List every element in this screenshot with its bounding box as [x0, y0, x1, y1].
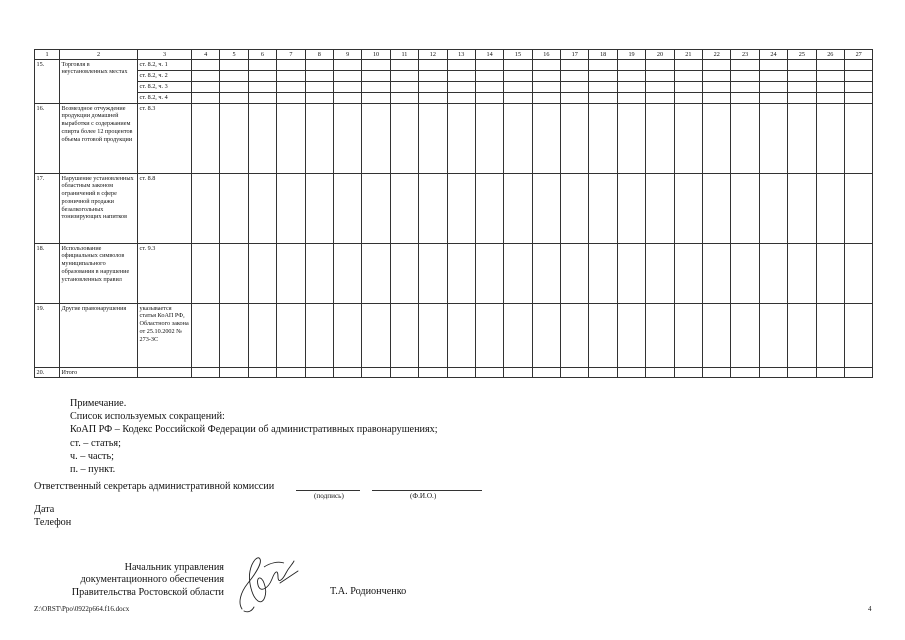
data-cell	[248, 368, 276, 378]
data-cell	[504, 304, 532, 368]
data-cell	[475, 71, 503, 82]
data-cell	[362, 304, 390, 368]
data-cell	[703, 174, 731, 244]
data-cell	[390, 60, 418, 71]
data-cell	[532, 104, 560, 174]
data-cell	[674, 60, 702, 71]
table-row	[35, 82, 873, 93]
data-cell	[816, 71, 844, 82]
notes-item: ч. – часть;	[70, 450, 114, 462]
data-cell	[532, 60, 560, 71]
data-cell	[277, 304, 305, 368]
data-cell	[475, 82, 503, 93]
data-cell	[788, 60, 816, 71]
data-cell	[220, 82, 248, 93]
data-cell	[589, 71, 617, 82]
data-cell	[475, 174, 503, 244]
data-cell	[220, 104, 248, 174]
column-header: 8	[305, 50, 333, 60]
data-cell	[589, 60, 617, 71]
data-cell	[731, 304, 759, 368]
data-cell	[788, 93, 816, 104]
table-header-row	[35, 50, 873, 60]
data-cell	[447, 82, 475, 93]
secretary-label: Ответственный секретарь административной комиссии	[34, 481, 275, 492]
article-ref: ст. 8.2, ч. 3	[138, 82, 192, 93]
offense-name: Использование официальных символов муниципального образования в нарушение установленных правил	[60, 244, 138, 304]
data-cell	[703, 60, 731, 71]
data-cell	[731, 93, 759, 104]
data-cell	[248, 93, 276, 104]
data-cell	[277, 174, 305, 244]
data-cell	[390, 93, 418, 104]
data-cell	[788, 174, 816, 244]
data-cell	[759, 82, 787, 93]
data-cell	[333, 368, 361, 378]
data-cell	[532, 174, 560, 244]
data-cell	[504, 104, 532, 174]
data-cell	[759, 60, 787, 71]
data-cell	[192, 244, 220, 304]
column-header: 15	[504, 50, 532, 60]
name-caption: (Ф.И.О.)	[410, 492, 437, 500]
data-cell	[333, 71, 361, 82]
data-cell	[731, 71, 759, 82]
data-cell	[703, 244, 731, 304]
row-number: 15.	[35, 60, 60, 104]
data-cell	[532, 82, 560, 93]
name-blank	[372, 480, 482, 491]
offense-name: Нарушение установленных областным законом ограничений в сфере розничной продажи безалкогольных тонизирующих напитков	[60, 174, 138, 244]
column-header: 19	[617, 50, 645, 60]
data-cell	[305, 304, 333, 368]
data-cell	[589, 82, 617, 93]
offense-name: Другие правонарушения	[60, 304, 138, 368]
data-cell	[390, 368, 418, 378]
data-cell	[703, 368, 731, 378]
data-cell	[703, 82, 731, 93]
data-cell	[419, 104, 447, 174]
data-cell	[390, 104, 418, 174]
page-number: 4	[868, 605, 872, 613]
data-cell	[589, 104, 617, 174]
data-cell	[532, 368, 560, 378]
data-cell	[646, 174, 674, 244]
data-cell	[759, 244, 787, 304]
data-cell	[419, 304, 447, 368]
data-cell	[220, 368, 248, 378]
data-cell	[844, 244, 872, 304]
data-cell	[305, 368, 333, 378]
data-cell	[816, 93, 844, 104]
offense-name: Возмездное отчуждение продукции домашней выработки с содержанием спирта более 12 процентов объема готовой продукции	[60, 104, 138, 174]
data-cell	[248, 82, 276, 93]
data-cell	[561, 304, 589, 368]
row-number: 19.	[35, 304, 60, 368]
data-cell	[844, 93, 872, 104]
data-cell	[788, 82, 816, 93]
data-cell	[646, 93, 674, 104]
data-cell	[617, 304, 645, 368]
data-cell	[447, 71, 475, 82]
data-cell	[646, 104, 674, 174]
data-cell	[277, 82, 305, 93]
data-cell	[220, 244, 248, 304]
data-cell	[305, 82, 333, 93]
column-header: 26	[816, 50, 844, 60]
data-cell	[305, 93, 333, 104]
data-cell	[277, 104, 305, 174]
data-cell	[617, 71, 645, 82]
head-position-line: Начальник управления	[124, 562, 224, 573]
column-header: 5	[220, 50, 248, 60]
data-cell	[504, 60, 532, 71]
data-cell	[589, 368, 617, 378]
data-cell	[844, 304, 872, 368]
data-cell	[447, 60, 475, 71]
data-cell	[504, 174, 532, 244]
data-cell	[277, 368, 305, 378]
column-header: 4	[192, 50, 220, 60]
signature-blank	[296, 480, 360, 491]
data-cell	[419, 82, 447, 93]
notes-item: КоАП РФ – Кодекс Российской Федерации об административных правонарушениях;	[70, 424, 438, 436]
data-cell	[617, 93, 645, 104]
signature-caption: (подпись)	[314, 492, 344, 500]
data-cell	[844, 174, 872, 244]
data-cell	[447, 244, 475, 304]
data-cell	[248, 244, 276, 304]
data-cell	[192, 104, 220, 174]
data-cell	[390, 174, 418, 244]
data-cell	[277, 244, 305, 304]
head-position-line: документационного обеспечения	[80, 574, 224, 586]
data-cell	[192, 71, 220, 82]
data-cell	[192, 304, 220, 368]
data-cell	[532, 244, 560, 304]
column-header: 24	[759, 50, 787, 60]
data-cell	[305, 244, 333, 304]
data-cell	[333, 174, 361, 244]
data-cell	[759, 174, 787, 244]
data-cell	[248, 71, 276, 82]
data-cell	[333, 82, 361, 93]
article-ref: ст. 8.2, ч. 1	[138, 60, 192, 71]
data-cell	[277, 93, 305, 104]
article-ref	[138, 368, 192, 378]
data-cell	[333, 304, 361, 368]
column-header: 7	[277, 50, 305, 60]
data-cell	[504, 368, 532, 378]
column-header: 6	[248, 50, 276, 60]
data-cell	[589, 304, 617, 368]
notes-section	[70, 397, 438, 476]
row-number: 18.	[35, 244, 60, 304]
data-cell	[646, 368, 674, 378]
data-cell	[475, 93, 503, 104]
data-cell	[192, 368, 220, 378]
data-cell	[788, 304, 816, 368]
data-cell	[674, 93, 702, 104]
article-ref: ст. 8.2, ч. 2	[138, 71, 192, 82]
data-cell	[617, 104, 645, 174]
data-cell	[646, 71, 674, 82]
row-number: 20.	[35, 368, 60, 378]
data-cell	[731, 244, 759, 304]
data-cell	[617, 244, 645, 304]
data-cell	[816, 82, 844, 93]
handwritten-signature	[234, 553, 314, 615]
data-cell	[532, 93, 560, 104]
report-table	[34, 49, 873, 378]
data-cell	[390, 244, 418, 304]
data-cell	[816, 244, 844, 304]
data-cell	[703, 304, 731, 368]
article-ref: указывается статья КоАП РФ, Областного закона от 25.10.2002 № 273-ЗС	[138, 304, 192, 368]
data-cell	[248, 174, 276, 244]
head-position	[34, 562, 224, 599]
data-cell	[844, 60, 872, 71]
data-cell	[277, 71, 305, 82]
column-header: 12	[419, 50, 447, 60]
data-cell	[192, 174, 220, 244]
data-cell	[532, 304, 560, 368]
table-row	[35, 368, 873, 378]
data-cell	[419, 368, 447, 378]
data-cell	[703, 104, 731, 174]
data-cell	[447, 174, 475, 244]
data-cell	[788, 244, 816, 304]
data-cell	[220, 174, 248, 244]
column-header: 18	[589, 50, 617, 60]
data-cell	[561, 368, 589, 378]
data-cell	[447, 104, 475, 174]
table-row	[35, 93, 873, 104]
data-cell	[192, 82, 220, 93]
data-cell	[788, 104, 816, 174]
row-number: 16.	[35, 104, 60, 174]
data-cell	[816, 368, 844, 378]
data-cell	[844, 71, 872, 82]
column-header: 17	[561, 50, 589, 60]
data-cell	[419, 93, 447, 104]
data-cell	[390, 82, 418, 93]
data-cell	[248, 304, 276, 368]
data-cell	[674, 82, 702, 93]
data-cell	[703, 93, 731, 104]
table-row	[35, 304, 873, 368]
data-cell	[617, 368, 645, 378]
data-cell	[305, 174, 333, 244]
data-cell	[277, 60, 305, 71]
data-cell	[419, 244, 447, 304]
file-path: Z:\ORST\Ppo\0922p664.f16.docx	[34, 605, 130, 613]
data-cell	[362, 60, 390, 71]
data-cell	[759, 104, 787, 174]
data-cell	[617, 60, 645, 71]
data-cell	[674, 244, 702, 304]
column-header: 11	[390, 50, 418, 60]
data-cell	[504, 244, 532, 304]
column-header: 20	[646, 50, 674, 60]
column-header: 27	[844, 50, 872, 60]
article-ref: ст. 9.3	[138, 244, 192, 304]
data-cell	[844, 368, 872, 378]
data-cell	[362, 93, 390, 104]
data-cell	[333, 60, 361, 71]
data-cell	[305, 104, 333, 174]
data-cell	[646, 82, 674, 93]
data-cell	[759, 71, 787, 82]
data-cell	[816, 174, 844, 244]
data-cell	[419, 174, 447, 244]
data-cell	[419, 71, 447, 82]
date-label: Дата	[34, 504, 55, 515]
column-header: 25	[788, 50, 816, 60]
data-cell	[390, 304, 418, 368]
data-cell	[192, 93, 220, 104]
column-header: 14	[475, 50, 503, 60]
data-cell	[674, 174, 702, 244]
data-cell	[731, 82, 759, 93]
data-cell	[561, 60, 589, 71]
column-header: 1	[35, 50, 60, 60]
data-cell	[447, 93, 475, 104]
data-cell	[390, 71, 418, 82]
data-cell	[589, 244, 617, 304]
notes-title: Примечание.	[70, 398, 127, 409]
data-cell	[220, 60, 248, 71]
column-header: 9	[333, 50, 361, 60]
data-cell	[504, 93, 532, 104]
table-row	[35, 244, 873, 304]
data-cell	[362, 104, 390, 174]
data-cell	[561, 82, 589, 93]
data-cell	[617, 82, 645, 93]
data-cell	[419, 60, 447, 71]
head-name: Т.А. Родионченко	[330, 586, 407, 597]
data-cell	[220, 71, 248, 82]
notes-subtitle: Список используемых сокращений:	[70, 411, 225, 423]
data-cell	[447, 368, 475, 378]
data-cell	[475, 244, 503, 304]
data-cell	[646, 244, 674, 304]
data-cell	[561, 104, 589, 174]
data-cell	[561, 244, 589, 304]
data-cell	[305, 60, 333, 71]
table-row	[35, 71, 873, 82]
data-cell	[362, 174, 390, 244]
article-ref: ст. 8.8	[138, 174, 192, 244]
data-cell	[305, 71, 333, 82]
data-cell	[475, 60, 503, 71]
data-cell	[844, 82, 872, 93]
data-cell	[333, 104, 361, 174]
data-cell	[816, 104, 844, 174]
data-cell	[220, 93, 248, 104]
data-cell	[589, 93, 617, 104]
data-cell	[759, 304, 787, 368]
data-cell	[816, 60, 844, 71]
data-cell	[731, 60, 759, 71]
data-cell	[475, 368, 503, 378]
offense-name: Итого	[60, 368, 138, 378]
data-cell	[788, 71, 816, 82]
data-cell	[844, 104, 872, 174]
data-cell	[475, 104, 503, 174]
phone-label: Телефон	[34, 517, 72, 528]
column-header: 22	[703, 50, 731, 60]
data-cell	[617, 174, 645, 244]
data-cell	[561, 93, 589, 104]
column-header: 13	[447, 50, 475, 60]
head-position-line: Правительства Ростовской области	[71, 586, 224, 598]
offense-name: Торговля в неустановленных местах	[60, 60, 138, 104]
table-row	[35, 174, 873, 244]
data-cell	[731, 174, 759, 244]
data-cell	[362, 82, 390, 93]
data-cell	[703, 71, 731, 82]
table-row	[35, 60, 873, 71]
row-number: 17.	[35, 174, 60, 244]
column-header: 21	[674, 50, 702, 60]
data-cell	[333, 93, 361, 104]
column-header: 2	[60, 50, 138, 60]
data-cell	[447, 304, 475, 368]
data-cell	[646, 60, 674, 71]
column-header: 10	[362, 50, 390, 60]
column-header: 3	[138, 50, 192, 60]
notes-item: ст. – статья;	[70, 437, 121, 449]
data-cell	[333, 244, 361, 304]
data-cell	[504, 82, 532, 93]
data-cell	[561, 71, 589, 82]
data-cell	[759, 368, 787, 378]
data-cell	[674, 304, 702, 368]
data-cell	[731, 368, 759, 378]
column-header: 16	[532, 50, 560, 60]
data-cell	[788, 368, 816, 378]
table-row	[35, 104, 873, 174]
data-cell	[362, 244, 390, 304]
data-cell	[248, 104, 276, 174]
data-cell	[674, 368, 702, 378]
data-cell	[192, 60, 220, 71]
data-cell	[589, 174, 617, 244]
data-cell	[362, 368, 390, 378]
data-cell	[248, 60, 276, 71]
data-cell	[674, 104, 702, 174]
data-cell	[816, 304, 844, 368]
data-cell	[475, 304, 503, 368]
data-cell	[532, 71, 560, 82]
article-ref: ст. 8.3	[138, 104, 192, 174]
data-cell	[646, 304, 674, 368]
data-cell	[561, 174, 589, 244]
data-cell	[674, 71, 702, 82]
article-ref: ст. 8.2, ч. 4	[138, 93, 192, 104]
data-cell	[759, 93, 787, 104]
notes-item: п. – пункт.	[70, 464, 116, 476]
data-cell	[731, 104, 759, 174]
data-cell	[220, 304, 248, 368]
column-header: 23	[731, 50, 759, 60]
data-cell	[504, 71, 532, 82]
data-cell	[362, 71, 390, 82]
